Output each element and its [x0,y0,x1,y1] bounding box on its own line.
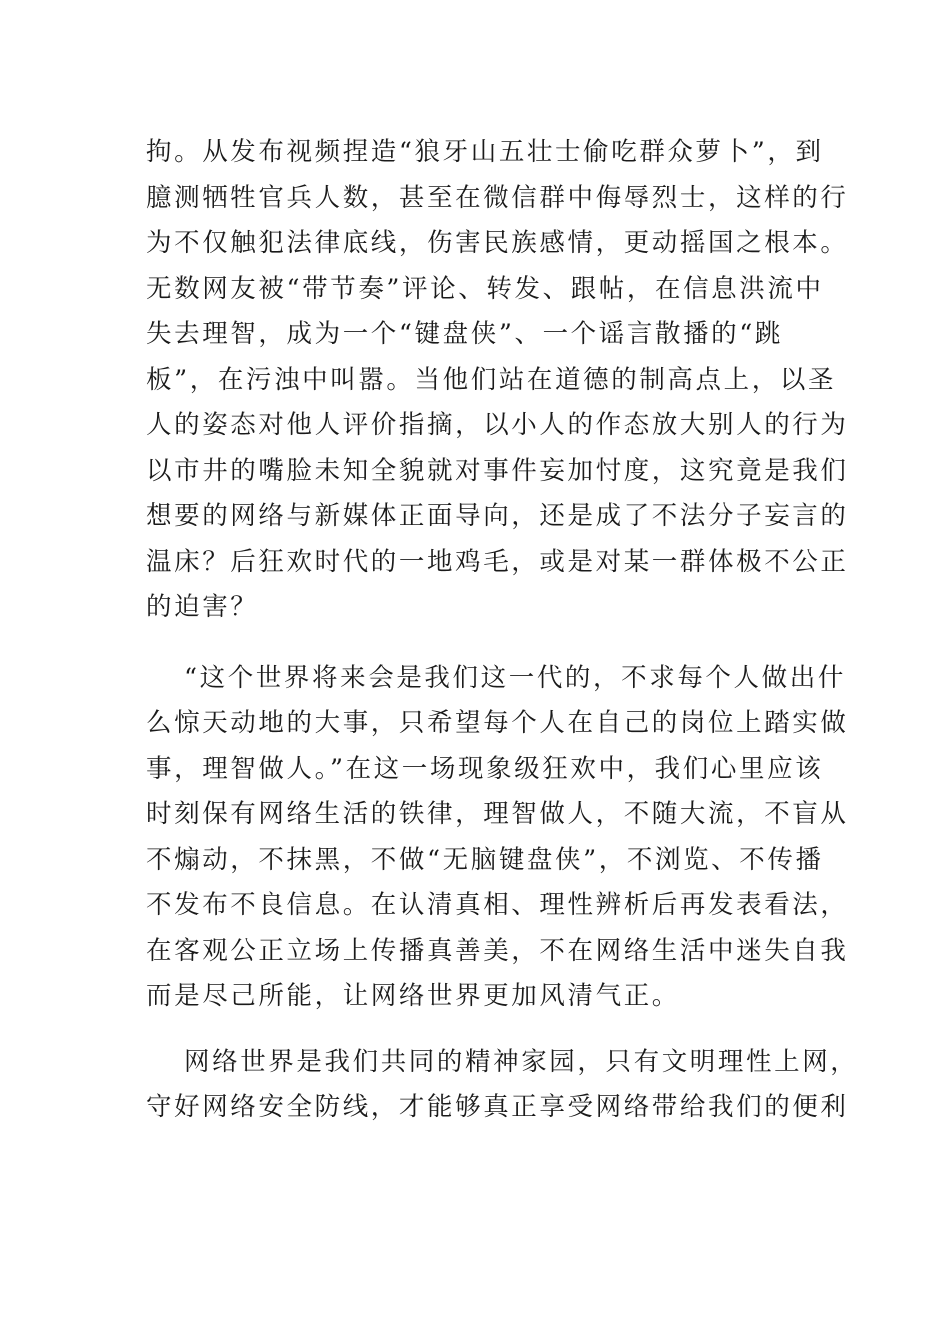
text-line: 无数网友被“带节奏”评论、转发、跟帖，在信息洪流中 [146,273,824,304]
paragraph-spacer [146,1020,806,1040]
text-line: 守好网络安全防线，才能够真正享受网络带给我们的便利 [146,1092,849,1122]
text-line: 为不仅触犯法律底线，伤害民族感情，更动摇国之根本。 [146,228,849,258]
text-line: 想要的网络与新媒体正面导向，还是成了不法分子妄言的 [146,501,849,531]
text-line: 事，理智做人。”在这一场现象级狂欢中，我们心里应该 [146,753,824,784]
text-line: “这个世界将来会是我们这一代的，不求每个人做出什 [184,662,846,693]
text-line: 在客观公正立场上传播真善美，不在网络生活中迷失自我 [146,935,849,966]
text-line: 而是尽己所能，让网络世界更加风清气正。 [146,981,680,1011]
document-body [146,130,859,1131]
text-line: 人的姿态对他人评价指摘，以小人的作态放大别人的行为 [146,410,849,440]
text-line: 臆测牺牲官兵人数，甚至在微信群中侮辱烈士，这样的行 [146,182,849,213]
text-line: 网络世界是我们共同的精神家园，只有文明理性上网， [184,1046,859,1077]
paragraph [146,130,849,631]
paragraph [146,656,849,1020]
text-line: 时刻保有网络生活的铁律，理智做人，不随大流，不盲从 [146,799,849,829]
text-line: 拘。从发布视频捏造“狼牙山五壮士偷吃群众萝卜”，到 [146,137,824,167]
text-line: 温床？后狂欢时代的一地鸡毛，或是对某一群体极不公正 [146,546,849,577]
text-line: 的迫害？ [146,592,259,622]
text-line: 不发布不良信息。在认清真相、理性辨析后再发表看法， [146,890,849,920]
paragraph-spacer [146,631,806,656]
text-line: 不煽动，不抹黑，不做“无脑键盘侠”，不浏览、不传播 [146,844,824,875]
text-line: 板”，在污浊中叫嚣。当他们站在道德的制高点上，以圣 [146,364,837,395]
text-line: 失去理智，成为一个“键盘侠”、一个谣言散播的“跳 [146,319,784,349]
paragraph [146,1040,859,1131]
text-line: 以市井的嘴脸未知全貌就对事件妄加忖度，这究竟是我们 [146,455,849,486]
text-line: 么惊天动地的大事，只希望每个人在自己的岗位上踏实做 [146,708,849,738]
